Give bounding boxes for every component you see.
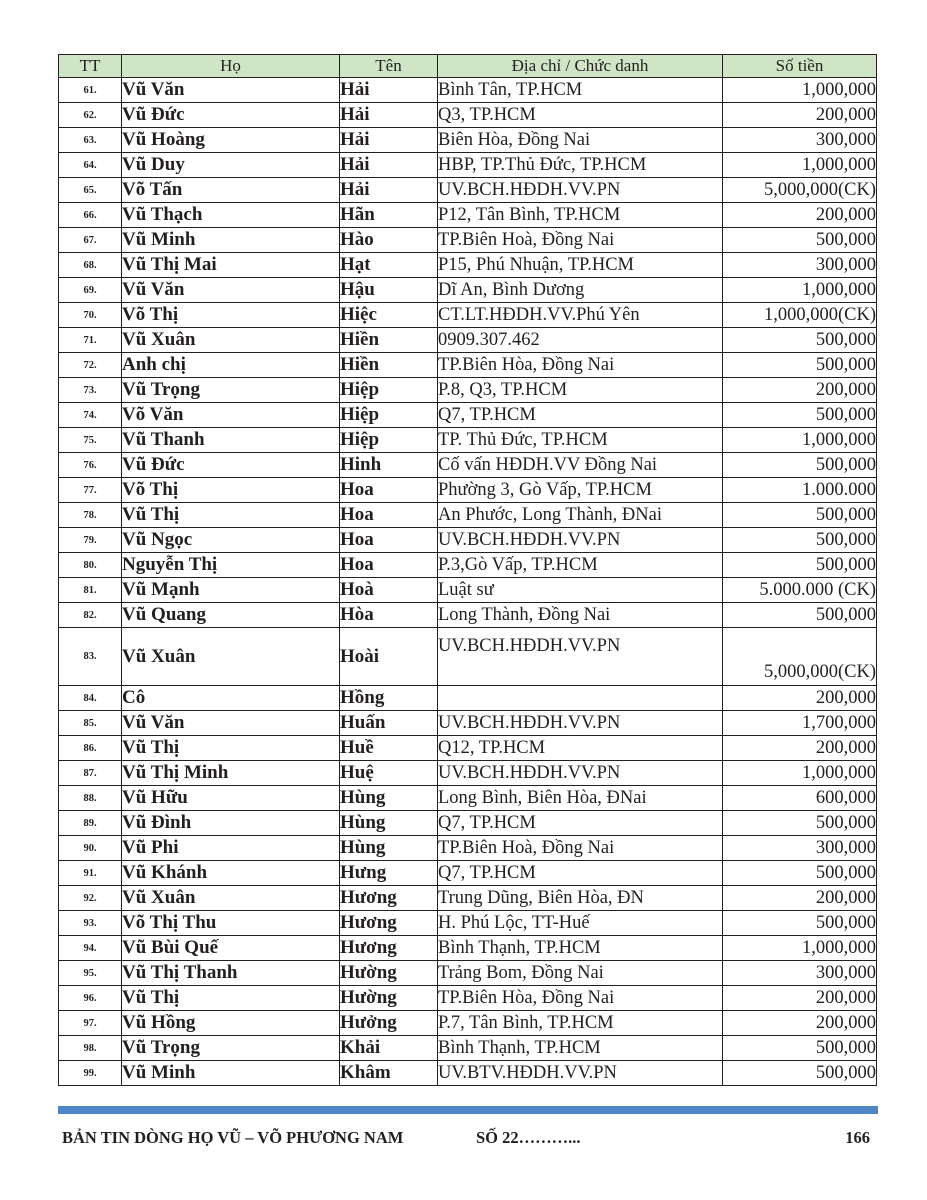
address-title: P.7, Tân Bình, TP.HCM bbox=[438, 1011, 723, 1036]
family-name: Vũ Đình bbox=[122, 811, 340, 836]
donation-amount: 500,000 bbox=[723, 1061, 877, 1086]
given-name: Hiền bbox=[340, 353, 438, 378]
address-title: TP.Biên Hòa, Đồng Nai bbox=[438, 353, 723, 378]
given-name: Hiệp bbox=[340, 378, 438, 403]
donation-amount: 1,000,000 bbox=[723, 428, 877, 453]
table-row bbox=[59, 986, 877, 1011]
table-row bbox=[59, 1011, 877, 1036]
donation-amount: 1,000,000(CK) bbox=[723, 303, 877, 328]
donation-amount: 1.000.000 bbox=[723, 478, 877, 503]
donation-amount: 1,000,000 bbox=[723, 761, 877, 786]
donation-amount: 200,000 bbox=[723, 686, 877, 711]
address-title: Cố vấn HĐDH.VV Đồng Nai bbox=[438, 453, 723, 478]
donation-amount: 200,000 bbox=[723, 103, 877, 128]
family-name: Vũ Thanh bbox=[122, 428, 340, 453]
table-header-row bbox=[59, 55, 877, 78]
table-row bbox=[59, 711, 877, 736]
given-name: Hoài bbox=[340, 628, 438, 686]
row-number: 77. bbox=[59, 478, 122, 503]
given-name: Hào bbox=[340, 228, 438, 253]
donation-amount: 500,000 bbox=[723, 553, 877, 578]
table-row bbox=[59, 628, 877, 686]
address-title: Bình Thạnh, TP.HCM bbox=[438, 936, 723, 961]
row-number: 67. bbox=[59, 228, 122, 253]
given-name: Hương bbox=[340, 886, 438, 911]
donation-amount: 1,000,000 bbox=[723, 936, 877, 961]
donation-amount: 500,000 bbox=[723, 353, 877, 378]
donation-amount: 500,000 bbox=[723, 603, 877, 628]
address-title: UV.BCH.HĐDH.VV.PN bbox=[438, 761, 723, 786]
table-row bbox=[59, 378, 877, 403]
table-row bbox=[59, 78, 877, 103]
row-number: 98. bbox=[59, 1036, 122, 1061]
donation-amount: 300,000 bbox=[723, 128, 877, 153]
row-number: 95. bbox=[59, 961, 122, 986]
header-amount: Số tiền bbox=[723, 55, 877, 78]
given-name: Hưởng bbox=[340, 1011, 438, 1036]
family-name: Vũ Minh bbox=[122, 228, 340, 253]
family-name: Vũ Xuân bbox=[122, 328, 340, 353]
given-name: Hoa bbox=[340, 553, 438, 578]
row-number: 94. bbox=[59, 936, 122, 961]
donor-table bbox=[58, 54, 877, 1086]
table-row bbox=[59, 328, 877, 353]
address-title: P15, Phú Nhuận, TP.HCM bbox=[438, 253, 723, 278]
donation-amount: 200,000 bbox=[723, 886, 877, 911]
header-tt: TT bbox=[59, 55, 122, 78]
page-footer bbox=[62, 1128, 872, 1152]
row-number: 81. bbox=[59, 578, 122, 603]
address-title: Luật sư bbox=[438, 578, 723, 603]
donation-amount: 500,000 bbox=[723, 911, 877, 936]
row-number: 82. bbox=[59, 603, 122, 628]
address-title: TP.Biên Hoà, Đồng Nai bbox=[438, 228, 723, 253]
donation-amount: 500,000 bbox=[723, 503, 877, 528]
table-row bbox=[59, 686, 877, 711]
donation-amount: 500,000 bbox=[723, 403, 877, 428]
donation-amount: 200,000 bbox=[723, 986, 877, 1011]
donation-amount: 1,000,000 bbox=[723, 78, 877, 103]
row-number: 86. bbox=[59, 736, 122, 761]
address-title: Bình Tân, TP.HCM bbox=[438, 78, 723, 103]
family-name: Võ Thị bbox=[122, 303, 340, 328]
table-row bbox=[59, 103, 877, 128]
given-name: Hùng bbox=[340, 836, 438, 861]
address-title: Q7, TP.HCM bbox=[438, 811, 723, 836]
header-ten: Tên bbox=[340, 55, 438, 78]
table-row bbox=[59, 553, 877, 578]
family-name: Võ Thị bbox=[122, 478, 340, 503]
family-name: Vũ Thị bbox=[122, 986, 340, 1011]
table-row bbox=[59, 1061, 877, 1086]
issue-number: SỐ 22………... bbox=[476, 1128, 581, 1147]
given-name: Hậu bbox=[340, 278, 438, 303]
address-title: P12, Tân Bình, TP.HCM bbox=[438, 203, 723, 228]
table-row bbox=[59, 961, 877, 986]
table-row bbox=[59, 278, 877, 303]
row-number: 72. bbox=[59, 353, 122, 378]
family-name: Võ Văn bbox=[122, 403, 340, 428]
family-name: Võ Tấn bbox=[122, 178, 340, 203]
table-row bbox=[59, 203, 877, 228]
family-name: Cô bbox=[122, 686, 340, 711]
table-row bbox=[59, 453, 877, 478]
newsletter-title: BẢN TIN DÒNG HỌ VŨ – VÕ PHƯƠNG NAM bbox=[62, 1128, 404, 1147]
address-title: UV.BCH.HĐDH.VV.PN bbox=[438, 711, 723, 736]
given-name: Hải bbox=[340, 103, 438, 128]
address-title: CT.LT.HĐDH.VV.Phú Yên bbox=[438, 303, 723, 328]
given-name: Hương bbox=[340, 936, 438, 961]
given-name: Hạt bbox=[340, 253, 438, 278]
donation-amount: 5,000,000(CK) bbox=[723, 628, 877, 686]
header-address: Địa chỉ / Chức danh bbox=[438, 55, 723, 78]
given-name: Hồng bbox=[340, 686, 438, 711]
row-number: 83. bbox=[59, 628, 122, 686]
row-number: 64. bbox=[59, 153, 122, 178]
family-name: Vũ Xuân bbox=[122, 886, 340, 911]
table-row bbox=[59, 403, 877, 428]
given-name: Hiệp bbox=[340, 428, 438, 453]
address-title: 0909.307.462 bbox=[438, 328, 723, 353]
family-name: Vũ Đức bbox=[122, 103, 340, 128]
row-number: 71. bbox=[59, 328, 122, 353]
family-name: Vũ Hoàng bbox=[122, 128, 340, 153]
address-title: TP.Biên Hoà, Đồng Nai bbox=[438, 836, 723, 861]
given-name: Hùng bbox=[340, 811, 438, 836]
address-title: Dĩ An, Bình Dương bbox=[438, 278, 723, 303]
given-name: Hương bbox=[340, 911, 438, 936]
given-name: Huề bbox=[340, 736, 438, 761]
table-row bbox=[59, 861, 877, 886]
family-name: Vũ Mạnh bbox=[122, 578, 340, 603]
donation-amount: 1,700,000 bbox=[723, 711, 877, 736]
given-name: Hiệc bbox=[340, 303, 438, 328]
donation-amount: 500,000 bbox=[723, 528, 877, 553]
family-name: Vũ Trọng bbox=[122, 1036, 340, 1061]
family-name: Vũ Hữu bbox=[122, 786, 340, 811]
given-name: Hoa bbox=[340, 503, 438, 528]
row-number: 66. bbox=[59, 203, 122, 228]
family-name: Vũ Phi bbox=[122, 836, 340, 861]
family-name: Vũ Đức bbox=[122, 453, 340, 478]
table-body bbox=[59, 78, 877, 1086]
family-name: Vũ Quang bbox=[122, 603, 340, 628]
page-number: 166 bbox=[845, 1128, 870, 1147]
donation-amount: 300,000 bbox=[723, 253, 877, 278]
address-title: Trảng Bom, Đồng Nai bbox=[438, 961, 723, 986]
address-title bbox=[438, 686, 723, 711]
table-row bbox=[59, 761, 877, 786]
table-row bbox=[59, 253, 877, 278]
address-title: An Phước, Long Thành, ĐNai bbox=[438, 503, 723, 528]
row-number: 87. bbox=[59, 761, 122, 786]
row-number: 68. bbox=[59, 253, 122, 278]
given-name: Hải bbox=[340, 128, 438, 153]
donation-amount: 500,000 bbox=[723, 861, 877, 886]
donation-amount: 600,000 bbox=[723, 786, 877, 811]
row-number: 63. bbox=[59, 128, 122, 153]
address-title: TP.Biên Hòa, Đồng Nai bbox=[438, 986, 723, 1011]
family-name: Anh chị bbox=[122, 353, 340, 378]
donation-amount: 5.000.000 (CK) bbox=[723, 578, 877, 603]
address-title: UV.BCH.HĐDH.VV.PN bbox=[438, 528, 723, 553]
family-name: Vũ Thị Thanh bbox=[122, 961, 340, 986]
family-name: Vũ Văn bbox=[122, 711, 340, 736]
family-name: Vũ Khánh bbox=[122, 861, 340, 886]
row-number: 85. bbox=[59, 711, 122, 736]
family-name: Vũ Văn bbox=[122, 278, 340, 303]
table-row bbox=[59, 736, 877, 761]
donation-amount: 200,000 bbox=[723, 1011, 877, 1036]
table-row bbox=[59, 153, 877, 178]
address-title: Trung Dũng, Biên Hòa, ĐN bbox=[438, 886, 723, 911]
row-number: 79. bbox=[59, 528, 122, 553]
row-number: 65. bbox=[59, 178, 122, 203]
donation-amount: 500,000 bbox=[723, 1036, 877, 1061]
row-number: 61. bbox=[59, 78, 122, 103]
given-name: Hùng bbox=[340, 786, 438, 811]
given-name: Huệ bbox=[340, 761, 438, 786]
family-name: Nguyễn Thị bbox=[122, 553, 340, 578]
donation-amount: 200,000 bbox=[723, 736, 877, 761]
address-title: HBP, TP.Thủ Đức, TP.HCM bbox=[438, 153, 723, 178]
address-title: Bình Thạnh, TP.HCM bbox=[438, 1036, 723, 1061]
donation-amount: 1,000,000 bbox=[723, 153, 877, 178]
family-name: Vũ Thị bbox=[122, 503, 340, 528]
row-number: 96. bbox=[59, 986, 122, 1011]
row-number: 69. bbox=[59, 278, 122, 303]
row-number: 91. bbox=[59, 861, 122, 886]
table-row bbox=[59, 886, 877, 911]
given-name: Hoa bbox=[340, 528, 438, 553]
family-name: Vũ Trọng bbox=[122, 378, 340, 403]
table-row bbox=[59, 1036, 877, 1061]
given-name: Hường bbox=[340, 961, 438, 986]
family-name: Vũ Thạch bbox=[122, 203, 340, 228]
address-title: Long Bình, Biên Hòa, ĐNai bbox=[438, 786, 723, 811]
row-number: 74. bbox=[59, 403, 122, 428]
row-number: 92. bbox=[59, 886, 122, 911]
family-name: Vũ Duy bbox=[122, 153, 340, 178]
given-name: Khâm bbox=[340, 1061, 438, 1086]
address-title: Q7, TP.HCM bbox=[438, 403, 723, 428]
row-number: 84. bbox=[59, 686, 122, 711]
given-name: Hinh bbox=[340, 453, 438, 478]
table-row bbox=[59, 811, 877, 836]
row-number: 97. bbox=[59, 1011, 122, 1036]
given-name: Hiền bbox=[340, 328, 438, 353]
given-name: Hải bbox=[340, 78, 438, 103]
row-number: 75. bbox=[59, 428, 122, 453]
row-number: 62. bbox=[59, 103, 122, 128]
row-number: 70. bbox=[59, 303, 122, 328]
row-number: 89. bbox=[59, 811, 122, 836]
table-row bbox=[59, 911, 877, 936]
donation-amount: 300,000 bbox=[723, 836, 877, 861]
table-row bbox=[59, 178, 877, 203]
donation-amount: 5,000,000(CK) bbox=[723, 178, 877, 203]
row-number: 90. bbox=[59, 836, 122, 861]
given-name: Hãn bbox=[340, 203, 438, 228]
donation-amount: 300,000 bbox=[723, 961, 877, 986]
family-name: Vũ Minh bbox=[122, 1061, 340, 1086]
donation-amount: 500,000 bbox=[723, 228, 877, 253]
address-title: Long Thành, Đồng Nai bbox=[438, 603, 723, 628]
table-row bbox=[59, 428, 877, 453]
row-number: 88. bbox=[59, 786, 122, 811]
address-title: Q12, TP.HCM bbox=[438, 736, 723, 761]
table-row bbox=[59, 936, 877, 961]
table-row bbox=[59, 353, 877, 378]
address-title: Q7, TP.HCM bbox=[438, 861, 723, 886]
address-title: Phường 3, Gò Vấp, TP.HCM bbox=[438, 478, 723, 503]
family-name: Vũ Hồng bbox=[122, 1011, 340, 1036]
given-name: Hiệp bbox=[340, 403, 438, 428]
family-name: Vũ Bùi Quế bbox=[122, 936, 340, 961]
given-name: Hải bbox=[340, 153, 438, 178]
table-row bbox=[59, 478, 877, 503]
table-row bbox=[59, 128, 877, 153]
address-title: P.3,Gò Vấp, TP.HCM bbox=[438, 553, 723, 578]
given-name: Hòa bbox=[340, 603, 438, 628]
given-name: Hải bbox=[340, 178, 438, 203]
table-row bbox=[59, 786, 877, 811]
row-number: 73. bbox=[59, 378, 122, 403]
given-name: Hưng bbox=[340, 861, 438, 886]
address-title: H. Phú Lộc, TT-Huế bbox=[438, 911, 723, 936]
family-name: Vũ Thị Minh bbox=[122, 761, 340, 786]
family-name: Vũ Ngọc bbox=[122, 528, 340, 553]
donation-amount: 200,000 bbox=[723, 378, 877, 403]
table-row bbox=[59, 303, 877, 328]
header-ho: Họ bbox=[122, 55, 340, 78]
family-name: Vũ Thị Mai bbox=[122, 253, 340, 278]
footer-divider bbox=[58, 1106, 878, 1114]
address-title: Biên Hòa, Đồng Nai bbox=[438, 128, 723, 153]
address-title: P.8, Q3, TP.HCM bbox=[438, 378, 723, 403]
donation-amount: 1,000,000 bbox=[723, 278, 877, 303]
address-title: UV.BCH.HĐDH.VV.PN bbox=[438, 628, 723, 686]
given-name: Hoà bbox=[340, 578, 438, 603]
given-name: Hoa bbox=[340, 478, 438, 503]
row-number: 99. bbox=[59, 1061, 122, 1086]
row-number: 93. bbox=[59, 911, 122, 936]
family-name: Vũ Xuân bbox=[122, 628, 340, 686]
address-title: TP. Thủ Đức, TP.HCM bbox=[438, 428, 723, 453]
donation-amount: 500,000 bbox=[723, 328, 877, 353]
table-row bbox=[59, 578, 877, 603]
row-number: 78. bbox=[59, 503, 122, 528]
family-name: Vũ Văn bbox=[122, 78, 340, 103]
address-title: UV.BCH.HĐDH.VV.PN bbox=[438, 178, 723, 203]
address-title: UV.BTV.HĐDH.VV.PN bbox=[438, 1061, 723, 1086]
address-title: Q3, TP.HCM bbox=[438, 103, 723, 128]
given-name: Hường bbox=[340, 986, 438, 1011]
donation-amount: 500,000 bbox=[723, 453, 877, 478]
family-name: Vũ Thị bbox=[122, 736, 340, 761]
table-row bbox=[59, 603, 877, 628]
row-number: 80. bbox=[59, 553, 122, 578]
table-row bbox=[59, 836, 877, 861]
given-name: Huấn bbox=[340, 711, 438, 736]
table-row bbox=[59, 228, 877, 253]
table-row bbox=[59, 528, 877, 553]
donation-amount: 200,000 bbox=[723, 203, 877, 228]
row-number: 76. bbox=[59, 453, 122, 478]
donation-amount: 500,000 bbox=[723, 811, 877, 836]
table-row bbox=[59, 503, 877, 528]
family-name: Võ Thị Thu bbox=[122, 911, 340, 936]
given-name: Khải bbox=[340, 1036, 438, 1061]
